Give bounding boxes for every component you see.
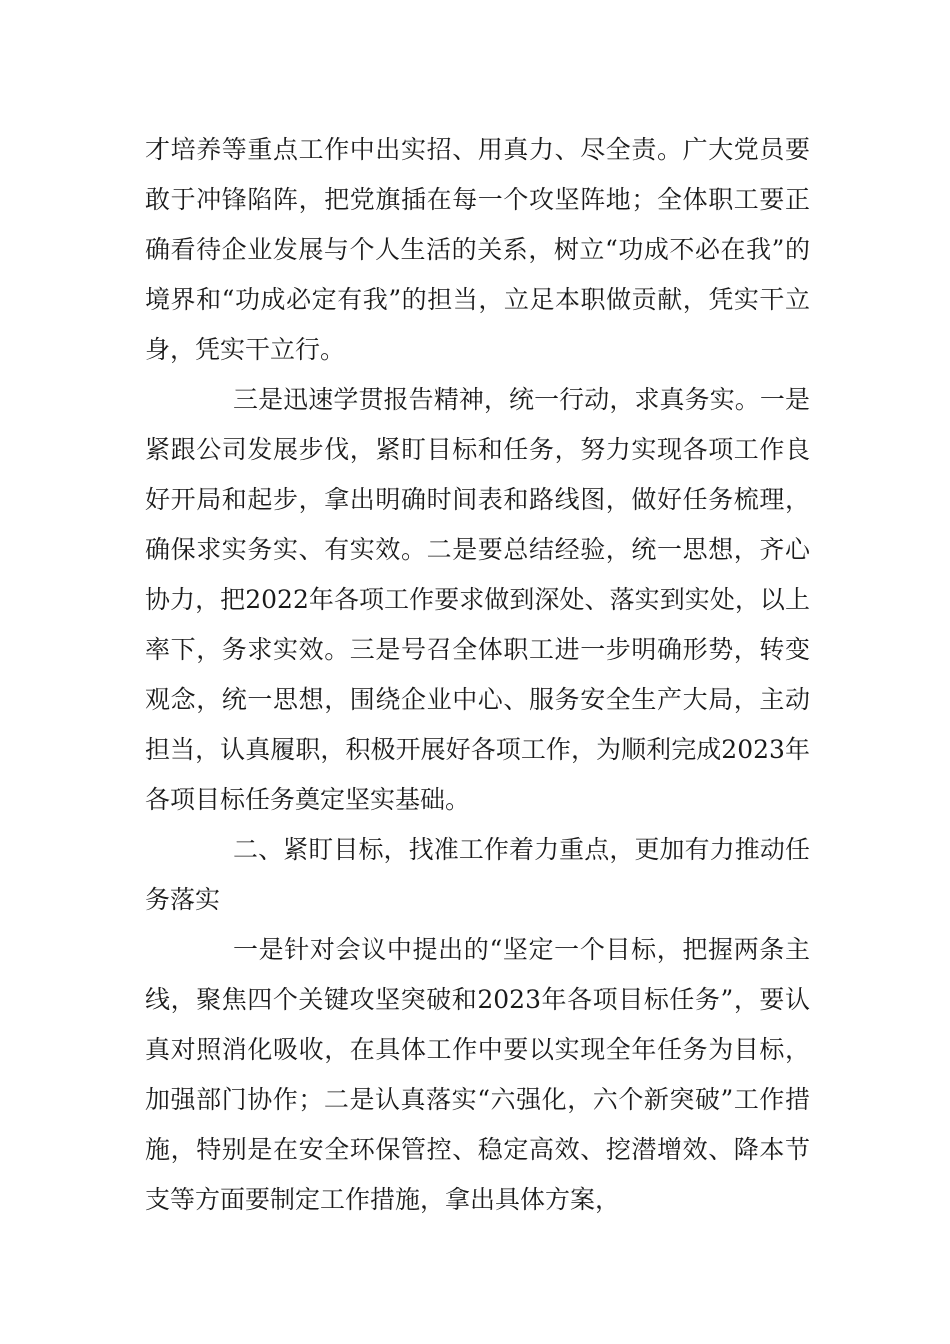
paragraph-2: 三是迅速学贯报告精神，统一行动，求真务实。一是紧跟公司发展步伐，紧盯目标和任务，努力实现各项工作良好开局和起步，拿出明确时间表和路线图，做好任务梳理，确保求实务实、有实效。二是要总结经验，统一思想，齐心协力，把2022年各项工作要求做到深处、落实到实处，以上率下，务求实效。三是号召全体职工进一步明确形势，转变观念，统一思想，围绕企业中心、服务安全生产大局，主动担当，认真履职，积极开展好各项工作，为顺利完成2023年各项目标任务奠定坚实基础。 — [145, 385, 810, 814]
paragraph-1: 才培养等重点工作中出实招、用真力、尽全责。广大党员要敢于冲锋陷阵，把党旗插在每一个攻坚阵地；全体职工要正确看待企业发展与个人生活的关系，树立“功成不必在我”的境界和“功成必定有我”的担当，立足本职做贡献，凭实干立身，凭实干立行。 — [145, 135, 810, 364]
section-heading: 二、紧盯目标，找准工作着力重点，更加有力推动任务落实 — [145, 835, 810, 914]
paragraph-3: 一是针对会议中提出的“坚定一个目标，把握两条主线，聚焦四个关键攻坚突破和2023年各项目标任务”，要认真对照消化吸收，在具体工作中要以实现全年任务为目标，加强部门协作；二是认真落实“六强化，六个新突破”工作措施，特别是在安全环保管控、稳定高效、挖潜增效、降本节支等方面要制定工作措施，拿出具体方案， — [145, 935, 810, 1214]
document-body — [145, 125, 810, 1225]
